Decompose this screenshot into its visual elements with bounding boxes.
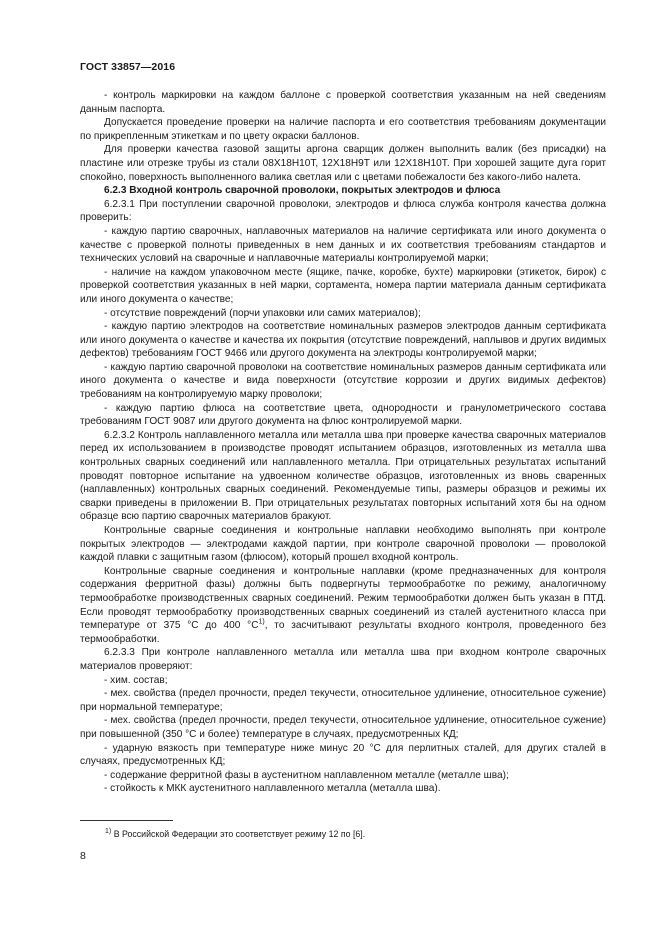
paragraph: 6.2.3.3 При контроле наплавленного металла или металла шва при входном контроле сварочных материалов проверяют: (80, 647, 606, 672)
list-item: - каждую партию сварочной проволоки на соответствие номинальных размеров данным сертификата или иного документа о качестве и вида поверхности (отсутствие коррозии и других видимых дефектов) требованиям на контролируемую марку проволоки; (80, 361, 606, 401)
document-header: ГОСТ 33857—2016 (80, 61, 176, 73)
paragraph-text: Контрольные сварные соединения и контрольные наплавки (кроме предназначенных для контроля содержания ферритной фазы) должны быть подвергнуты термообработке по режиму, аналогичному термообработке производственных сварных соединений. Режим термообработки должен быть указан в ПТД. Если проводят термообработку производственных сварных соединений из сталей аустенитного класса при температуре от 375 °С до 400 °С (80, 565, 606, 632)
main-content (80, 89, 606, 796)
paragraph: - контроль маркировки на каждом баллоне с проверкой соответствия указанным на ней сведениям данным паспорта. (80, 90, 606, 115)
footnote-text: В Российской Федерации это соответствует режиму 12 по [6]. (113, 829, 366, 839)
footnote (105, 829, 365, 840)
list-item: - мех. свойства (предел прочности, предел текучести, относительное удлинение, относительное сужение) при повышенной (350 °С и более) температуре в случаях, предусмотренных КД; (80, 715, 606, 740)
list-item: - хим. состав; (104, 674, 168, 686)
paragraph: Допускается проведение проверки на наличие паспорта и его соответствия требованиям документации по прикрепленным этикеткам и по цвету окраски баллонов. (80, 117, 606, 142)
list-item: - каждую партию электродов на соответствие номинальных размеров электродов данным сертификата или иного документа о качестве и качества их покрытия (отсутствие повреждений, наплывов и других видимых дефектов) требованиям ГОСТ 9466 или другого документа на электроды контролируемой марки; (80, 321, 606, 360)
list-item: - содержание ферритной фазы в аустенитном наплавленном металле (металле шва); (104, 769, 509, 781)
section-heading: 6.2.3 Входной контроль сварочной проволоки, покрытых электродов и флюса (104, 185, 501, 197)
paragraph-with-footnote-ref (80, 565, 606, 647)
paragraph: 6.2.3.1 При поступлении сварочной проволоки, электродов и флюса служба контроля качества должна проверить: (80, 198, 606, 224)
paragraph-text: , то засчитывают результаты входного контроля, проведенного без термообработки. (80, 620, 606, 645)
paragraph: 6.2.3.2 Контроль наплавленного металла или металла шва при проверке качества сварочных материалов перед их использованием в производстве проводят испытанием образцов, изготовленных из металла шва контрольных сварных соединений или наплавленного металла. При отрицательных результатах испытаний проводят повторное испытание на удвоенном количестве образцов, изготовленных из вновь сваренных (наплавленных) контрольных сварных соединений. Рекомендуемые типы, размеры образцов и режимы их сварки приведены в приложении В. При отрицательных результатах повторных испытаний хотя бы на одном образце всю партию сварочных материалов бракуют. (80, 429, 606, 523)
list-item: - мех. свойства (предел прочности, предел текучести, относительное удлинение, относительное сужение) при нормальной температуре; (80, 688, 606, 713)
list-item: - ударную вязкость при температуре ниже минус 20 °С для перлитных сталей, для других сталей в случаях, предусмотренных КД; (80, 742, 606, 768)
list-item: - отсутствие повреждений (порчи упаковки или самих материалов); (104, 307, 421, 319)
footnote-marker: 1) (105, 828, 112, 836)
list-item: - наличие на каждом упаковочном месте (ящике, пачке, коробке, бухте) маркировки (этикеток, бирок) с проверкой соответствия указанных в ней марки, сортамента, номера партии материала данным сертификата или иного документа о качестве; (80, 266, 606, 305)
list-item: - каждую партию сварочных, наплавочных материалов на наличие сертификата или иного документа о качестве с проверкой полноты приведенных в нем данных и их соответствия требованиям стандартов и технических условий на сварочные и наплавочные материалы контролируемой марки; (80, 225, 606, 265)
footnote-divider (80, 820, 173, 821)
list-item: - каждую партию флюса на соответствие цвета, однородности и гранулометрического состава требованиям ГОСТ 9087 или другого документа на флюс контролируемой марки. (80, 402, 606, 428)
paragraph: Контрольные сварные соединения и контрольные наплавки необходимо выполнять при контроле покрытых электродов — электродами каждой партии, при контроле сварочной проволоки — проволокой каждой плавки с защитным газом (флюсом), который прошел входной контроль. (80, 525, 606, 564)
list-item: - стойкость к МКК аустенитного наплавленного металла (металла шва). (104, 783, 441, 795)
paragraph: Для проверки качества газовой защиты аргона сварщик должен выполнить валик (без присадки) на пластине или отрезке трубы из стали 08Х18Н10Т, 12Х18Н9Т или 12Х18Н10Т. При хорошей защите дуга горит спокойно, поверхность выполненного валика светлая или с цветами побежалости без какого-либо налета. (80, 144, 606, 183)
page-number: 8 (80, 850, 86, 862)
footnote-reference[interactable]: 1) (258, 618, 265, 626)
